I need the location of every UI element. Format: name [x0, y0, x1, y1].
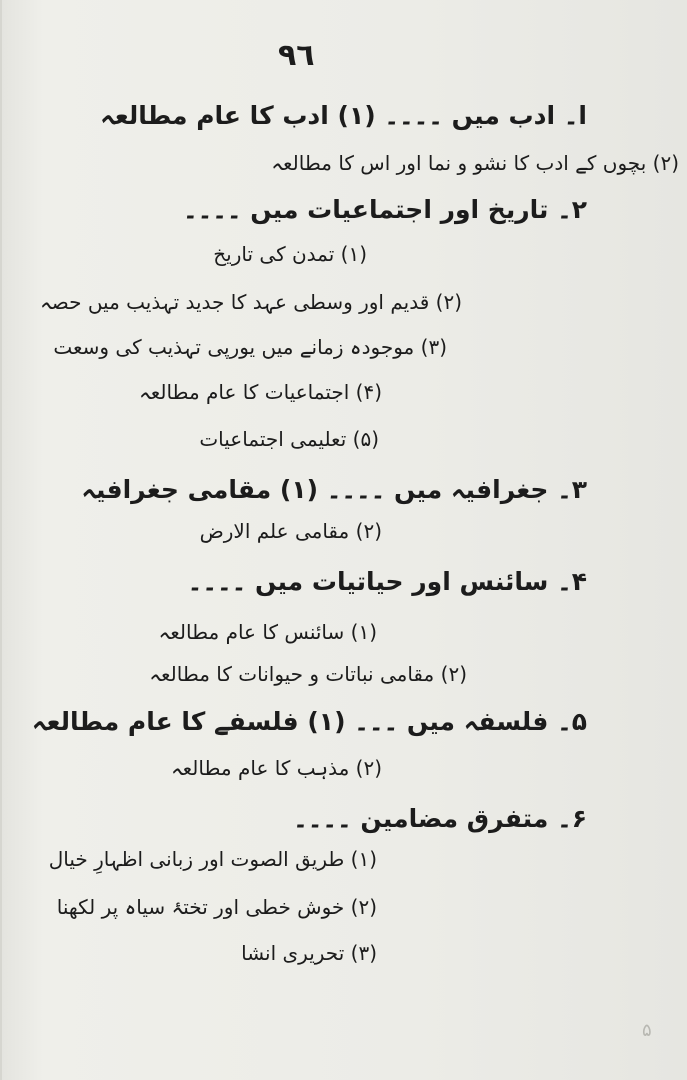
- section-6-heading: ۶۔ متفرق مضامین ۔۔۔۔: [293, 804, 587, 833]
- section-4-item-2: (۲) مقامی نباتات و حیوانات کا مطالعہ: [149, 662, 467, 686]
- section-2-item-1: (۱) تمدن کی تاریخ: [213, 242, 367, 266]
- section-4-item-1: (۱) سائنس کا عام مطالعہ: [158, 620, 377, 644]
- section-2-item-5: (۵) تعلیمی اجتماعیات: [199, 427, 379, 451]
- section-6-item-3: (۳) تحریری انشا: [241, 941, 377, 965]
- section-6-item-2: (۲) خوش خطی اور تختۂ سیاہ پر لکھنا: [56, 895, 377, 919]
- section-2-item-3: (۳) موجودہ زمانے میں یورپی تہذیب کی وسعت: [53, 335, 447, 359]
- section-2-item-4: (۴) اجتماعیات کا عام مطالعہ: [139, 380, 382, 404]
- section-6-item-1: (۱) طریق الصوت اور زبانی اظہارِ خیال: [48, 847, 377, 871]
- section-3-line: ۳۔ جغرافیہ میں ۔۔۔۔ (۱) مقامی جغرافیہ: [81, 475, 587, 504]
- section-5-line: ۵۔ فلسفہ میں ۔۔۔ (۱) فلسفے کا عام مطالعہ: [31, 707, 587, 736]
- section-2-heading: ۲۔ تاریخ اور اجتماعیات میں ۔۔۔۔: [182, 195, 587, 224]
- page-number: ٩٦: [278, 38, 315, 73]
- section-4-heading: ۴۔ سائنس اور حیاتیات میں ۔۔۔۔: [187, 567, 587, 596]
- section-1-item-2: (۲) بچوں کے ادب کا نشو و نما اور اس کا مطالعہ: [271, 151, 679, 175]
- section-3-item-2: (۲) مقامی علم الارض: [199, 519, 382, 543]
- section-2-item-2: (۲) قدیم اور وسطی عہد کا جدید تہذیب میں حصہ: [40, 290, 462, 314]
- section-1-line: ا۔ ادب میں ۔۔۔۔ (۱) ادب کا عام مطالعہ: [100, 101, 587, 130]
- section-5-item-2: (۲) مذہب کا عام مطالعہ: [170, 756, 382, 780]
- corner-mark: ۵: [642, 1020, 652, 1041]
